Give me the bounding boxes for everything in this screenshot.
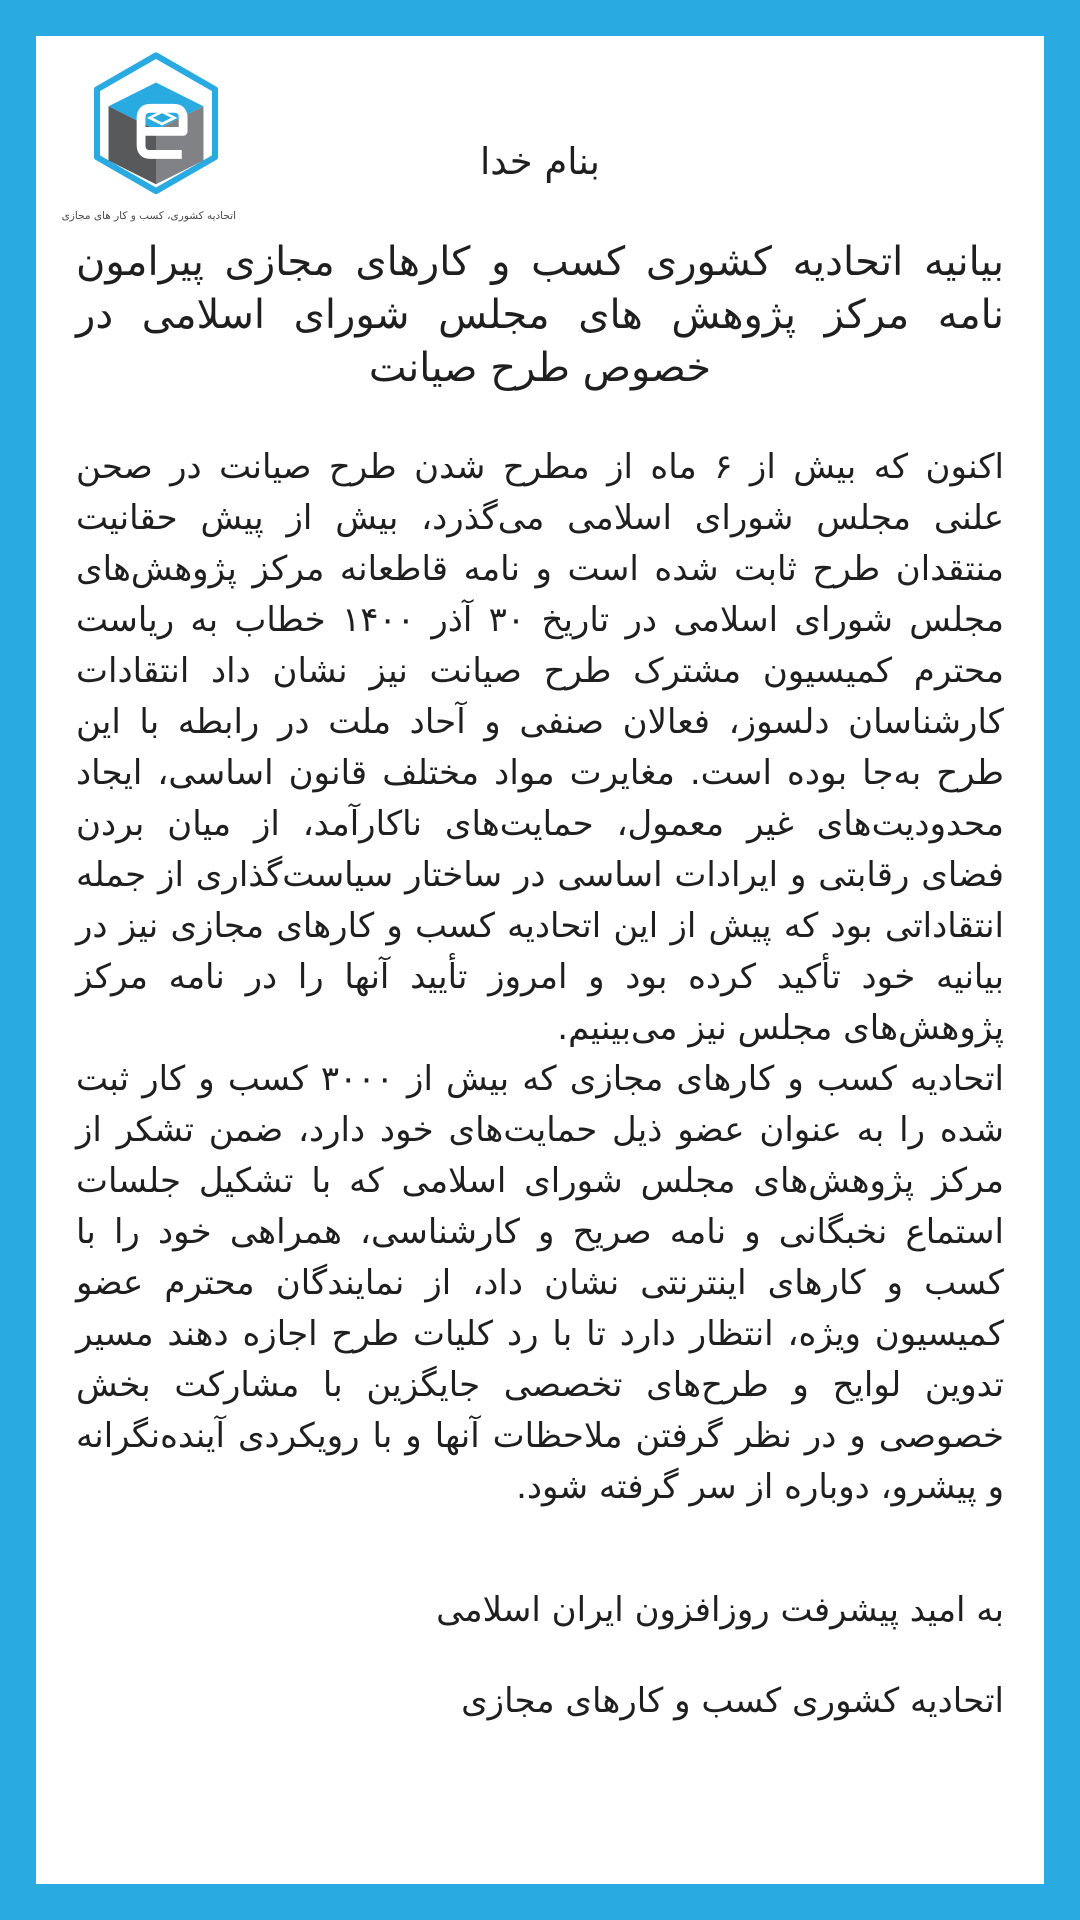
statement-paragraph-2: اتحادیه کسب و کارهای مجازی که بیش از ۳۰۰۰ کسب و کار ثبت شده را به عنوان عضو ذیل حمایت‌های خود دارد، ضمن تشکر از مرکز پژوهش‌های مجلس شورای اسلامی که با تشکیل جلسات استماع نخبگانی و نامه صریح و کارشناسی، همراهی خود را با کسب و کارهای اینترنتی نشان داد، از نمایندگان محترم عضو کمیسیون ویژه، انتظار دارد تا با رد کلیات طرح اجازه دهند مسیر تدوین لوایح و طرح‌های تخصصی جایگزین با مشارکت بخش خصوصی و در نظر گرفتن ملاحظات آنها و با رویکردی آینده‌نگرانه و پیشرو، دوباره از سر گرفته شود.: [76, 1058, 1004, 1507]
closing-wish: به امید پیشرفت روزافزون ایران اسلامی: [436, 1589, 1004, 1630]
statement-header: [61, 36, 1004, 236]
statement-body: [76, 442, 1004, 1513]
statement-paragraph-1: اکنون که بیش از ۶ ماه از مطرح شدن طرح صیانت در صحن علنی مجلس شورای اسلامی می‌گذرد، بیش از پیش حقانیت منتقدان طرح ثابت شده است و نامه قاطعانه مرکز پژوهش‌های مجلس شورای اسلامی در تاریخ ۳۰ آذر ۱۴۰۰ خطاب به ریاست محترم کمیسیون مشترک طرح صیانت نیز نشان داد انتقادات کارشناسان دلسوز، فعالان صنفی و آحاد ملت در رابطه با این طرح به‌جا بوده است. مغایرت مواد مختلف قانون اساسی، ایجاد محدودیت‌های غیر معمول، حمایت‌های ناکارآمد، از میان بردن فضای رقابتی و ایرادات اساسی در ساختار سیاست‌گذاری از جمله انتقاداتی بود که پیش از این اتحادیه کسب و کارهای مجازی نیز در بیانیه خود تأکید کرده بود و امروز تأیید آنها را در نامه مرکز پژوهش‌های مجلس نیز می‌بینیم.: [76, 446, 1004, 1048]
bismillah-text: بنام خدا: [480, 140, 600, 183]
signature-line: اتحادیه کشوری کسب و کارهای مجازی: [461, 1680, 1004, 1721]
logo-caption: اتحادیه کشوری، کسب و کار های مجازی: [61, 210, 236, 222]
statement-title: بیانیه اتحادیه کشوری کسب و کارهای مجازی پیرامون نامه مرکز پژوهش های مجلس شورای اسلامی در خصوص طرح صیانت: [76, 239, 1004, 392]
